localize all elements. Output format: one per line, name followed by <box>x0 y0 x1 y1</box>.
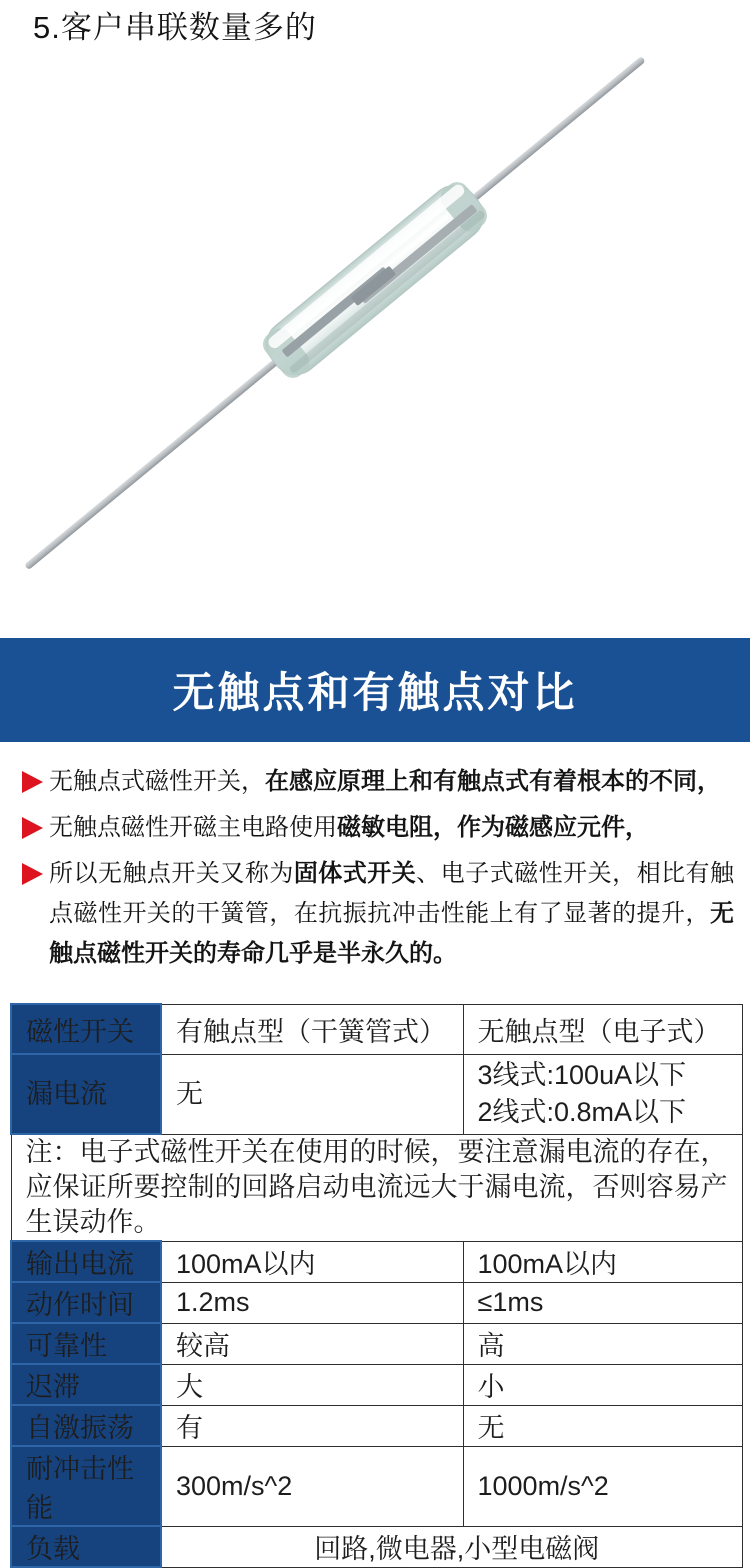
page-title: 5.客户串联数量多的 <box>33 10 317 45</box>
row-label-cell: 漏电流 <box>11 1054 161 1134</box>
electronic-value-cell: 100mA以内 <box>463 1241 742 1282</box>
electronic-value-cell: 1000m/s^2 <box>463 1446 742 1526</box>
row-label-cell: 动作时间 <box>11 1282 161 1323</box>
bullet-arrow-icon <box>22 817 43 839</box>
bullet-item <box>22 854 734 974</box>
row-label-cell: 自激振荡 <box>11 1405 161 1446</box>
table-row-load-partial <box>11 1526 742 1567</box>
bullet-text-segment: 磁敏电阻，作为磁感应元件， <box>337 814 649 841</box>
header-reed-type-cell: 有触点型（干簧管式） <box>161 1004 463 1054</box>
bullet-list <box>22 762 734 980</box>
bullet-text-segment: 在感应原理上和有触点式有着根本的不同， <box>265 768 721 795</box>
leak-current-note: 注：电子式磁性开关在使用的时候，要注意漏电流的存在，应保证所要控制的回路启动电流远大于漏电流，否则容易产生误动作。 <box>11 1134 742 1241</box>
reed-value-cell: 有 <box>161 1405 463 1446</box>
reed-value-cell: 300m/s^2 <box>161 1446 463 1526</box>
electronic-value-cell: 小 <box>463 1364 742 1405</box>
row-label-cell: 耐冲击性能 <box>11 1446 161 1526</box>
row-label-cell: 输出电流 <box>11 1241 161 1282</box>
row-label-cell: 迟滞 <box>11 1364 161 1405</box>
reed-value-cell: 无 <box>161 1054 463 1134</box>
bullet-arrow-icon <box>22 863 43 885</box>
reed-switch-photo <box>0 45 750 630</box>
table-row-leak-current <box>11 1054 742 1134</box>
bullet-text-segment: 固体式开关 <box>293 860 417 887</box>
row-label-cell: 负载 <box>11 1526 161 1567</box>
bullet-text-segment: 所以无触点开关又称为 <box>49 860 294 887</box>
table-row <box>11 1323 742 1364</box>
bullet-text-segment: 无触点磁性开磁主电路使用 <box>49 814 337 841</box>
load-value-cell: 回路,微电器,小型电磁阀 <box>161 1526 742 1567</box>
reed-value-cell: 100mA以内 <box>161 1241 463 1282</box>
bullet-item <box>22 808 734 848</box>
section-banner-title: 无触点和有触点对比 <box>172 669 578 716</box>
electronic-value-cell: ≤1ms <box>463 1282 742 1323</box>
reed-value-cell: 1.2ms <box>161 1282 463 1323</box>
electronic-value-cell: 高 <box>463 1323 742 1364</box>
table-header-row <box>11 1004 742 1054</box>
electronic-value-cell: 3线式:100uA以下 2线式:0.8mA以下 <box>463 1054 742 1134</box>
bullet-text-segment: 、电子式磁性开关，相比有触点磁性开关的干簧管，在抗振抗冲击性能上有了显著的提升， <box>49 860 735 927</box>
electronic-value-cell: 无 <box>463 1405 742 1446</box>
header-electronic-type-cell: 无触点型（电子式） <box>463 1004 742 1054</box>
table-row <box>11 1405 742 1446</box>
bullet-item <box>22 762 734 802</box>
bullet-text-segment: 无触点磁性开关的寿命几乎是半永久的。 <box>49 900 734 967</box>
table-row <box>11 1364 742 1405</box>
row-label-cell: 可靠性 <box>11 1323 161 1364</box>
reed-value-cell: 较高 <box>161 1323 463 1364</box>
section-banner <box>0 638 750 742</box>
table-row <box>11 1282 742 1323</box>
table-row <box>11 1446 742 1526</box>
comparison-table <box>10 1003 743 1568</box>
comparison-table-body <box>11 1004 742 1567</box>
bullet-arrow-icon <box>22 771 43 793</box>
table-note-row <box>11 1134 742 1241</box>
header-label-cell: 磁性开关 <box>11 1004 161 1054</box>
table-row <box>11 1241 742 1282</box>
reed-value-cell: 大 <box>161 1364 463 1405</box>
bullet-text-segment: 无触点式磁性开关， <box>49 768 265 795</box>
